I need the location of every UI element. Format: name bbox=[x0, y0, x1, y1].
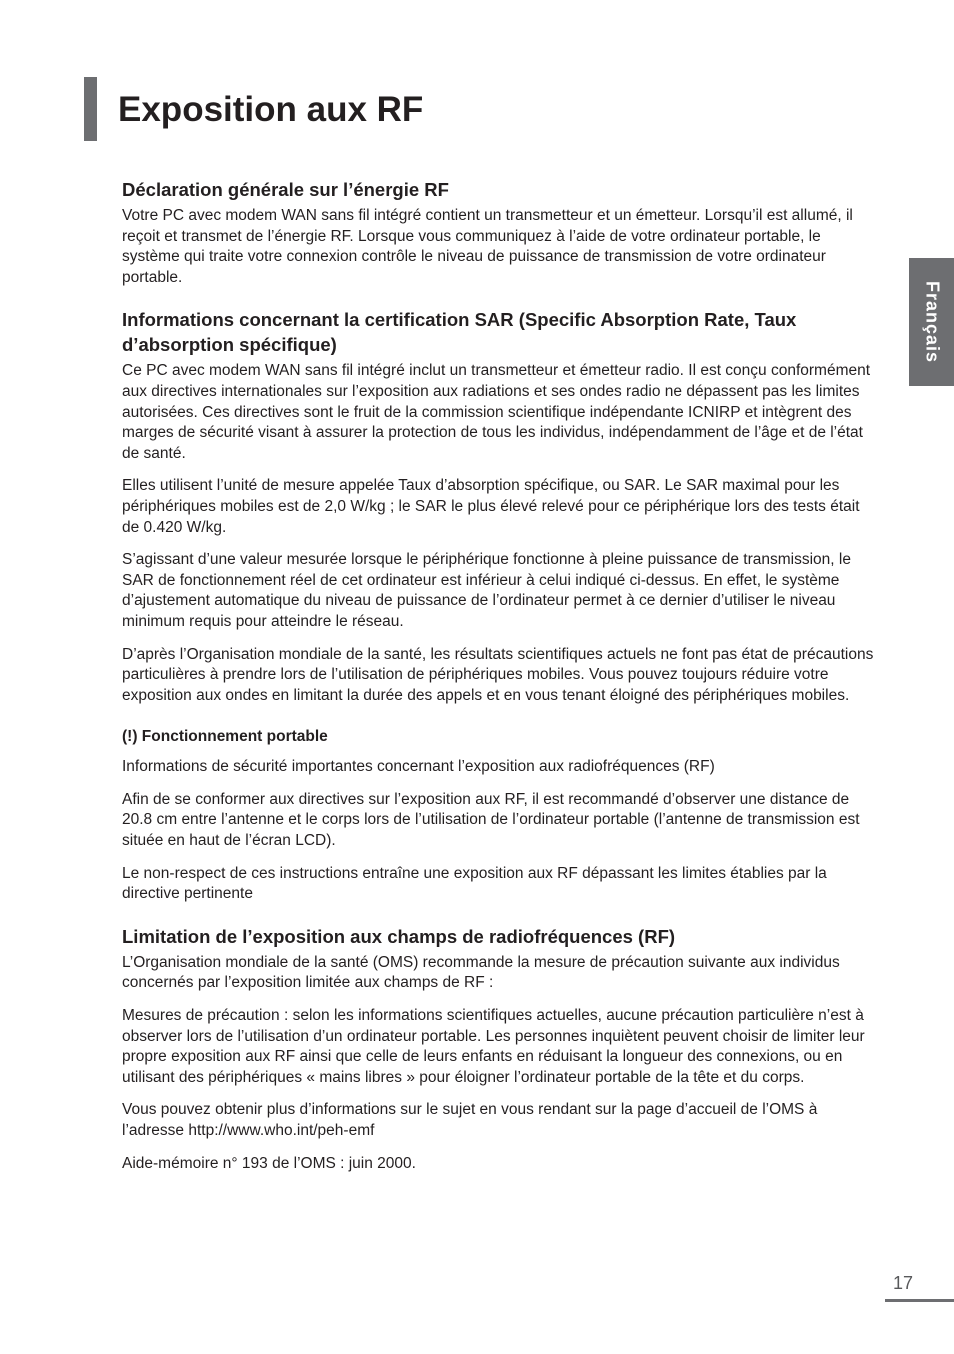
paragraph: Ce PC avec modem WAN sans fil intégré inclut un transmetteur et émetteur radio. Il est conçu conformément aux directives internationales sur l’exposition aux radiations et ses ondes radio ne dépassent pas les limites autorisées. Ces directives sont le fruit de la commission scientifique indépendante ICNIRP et intègrent des marges de sécurité visant à assurer la protection de tous les individus, indépendamment de l’âge et de l’état de santé. bbox=[122, 362, 871, 462]
section-general bbox=[122, 177, 874, 288]
page-title: Exposition aux RF bbox=[118, 90, 424, 129]
page-number-rule bbox=[885, 1299, 954, 1302]
section-limitation bbox=[122, 924, 874, 1174]
paragraph: Le non-respect de ces instructions entraîne une exposition aux RF dépassant les limites établies par la directive pertinente bbox=[122, 864, 827, 903]
paragraph: Votre PC avec modem WAN sans fil intégré contient un transmetteur et un émetteur. Lorsqu’il est allumé, il reçoit et transmet de l’énergie RF. Lorsque vous communiquez à l’aide de votre ordinateur portable, le système qui traite votre connexion contrôle le niveau de puissance de transmission de votre ordinateur portable. bbox=[122, 207, 853, 286]
paragraph: Elles utilisent l’unité de mesure appelée Taux d’absorption spécifique, ou SAR. Le SAR maximal pour les périphériques mobiles est de 2,0 W/kg ; le SAR le plus élevé relevé pour ce périphérique lors des tests était de 0.420 W/kg. bbox=[122, 477, 860, 536]
language-tab bbox=[909, 258, 954, 386]
document-body bbox=[122, 177, 874, 1186]
language-tab-label: Français bbox=[922, 280, 942, 364]
paragraph: Afin de se conformer aux directives sur l’exposition aux RF, il est recommandé d’observer une distance de 20.8 cm entre l’antenne et le corps lors de l’utilisation de l’ordinateur portable (l’antenne de transmission est située en haut de l’écran LCD). bbox=[122, 790, 860, 850]
section-heading-general: Déclaration générale sur l’énergie RF bbox=[122, 179, 449, 200]
section-heading-portable: (!) Fonctionnement portable bbox=[122, 728, 328, 746]
page-number: 17 bbox=[893, 1273, 914, 1293]
paragraph: D’après l’Organisation mondiale de la santé, les résultats scientifiques actuels ne font pas état de précautions particulières à prendre lors de l’utilisation de périphériques mobiles. Vous pouvez toujours réduire votre exposition aux ondes en limitant la durée des appels et en vous tenant éloigné des périphériques mobiles. bbox=[122, 645, 874, 704]
section-heading-limitation: Limitation de l’exposition aux champs de radiofréquences (RF) bbox=[122, 925, 676, 947]
paragraph: Aide-mémoire n° 193 de l’OMS : juin 2000. bbox=[122, 1154, 416, 1172]
title-accent-bar bbox=[84, 77, 97, 141]
paragraph: Mesures de précaution : selon les informations scientifiques actuelles, aucune précaution particulière n’est à observer lors de l’utilisation d’un ordinateur portable. Les personnes inquiètent peuvent choisir de limiter leur propre exposition aux RF ainsi que celle de leurs enfants en réduisant la longueur des connexions, ou en utilisant des périphériques « mains libres » pour éloigner l’ordinateur portable de la tête et du corps. bbox=[122, 1007, 865, 1086]
section-portable bbox=[122, 726, 874, 905]
paragraph: S’agissant d’une valeur mesurée lorsque le périphérique fonctionne à pleine puissance de transmission, le SAR de fonctionnement réel de cet ordinateur est inférieur à celui indiqué ci-dessus. En effet, le système d’ajustement automatique du niveau de puissance de l’ordinateur permet à ce dernier d’utiliser le niveau minimum requis pour atteindre le réseau. bbox=[122, 551, 851, 630]
section-heading-sar: Informations concernant la certification SAR (Specific Absorption Rate, Taux d’absorption spécifique) bbox=[122, 309, 797, 356]
paragraph: L’Organisation mondiale de la santé (OMS) recommande la mesure de précaution suivante aux individus concernés par l’exposition limitée aux champs de RF : bbox=[122, 953, 840, 992]
paragraph: Vous pouvez obtenir plus d’informations sur le sujet en vous rendant sur la page d’accueil de l’OMS à l’adresse http://www.who.int/peh-emf bbox=[122, 1101, 818, 1139]
paragraph: Informations de sécurité importantes concernant l’exposition aux radiofréquences (RF) bbox=[122, 758, 715, 776]
section-sar bbox=[122, 307, 874, 706]
